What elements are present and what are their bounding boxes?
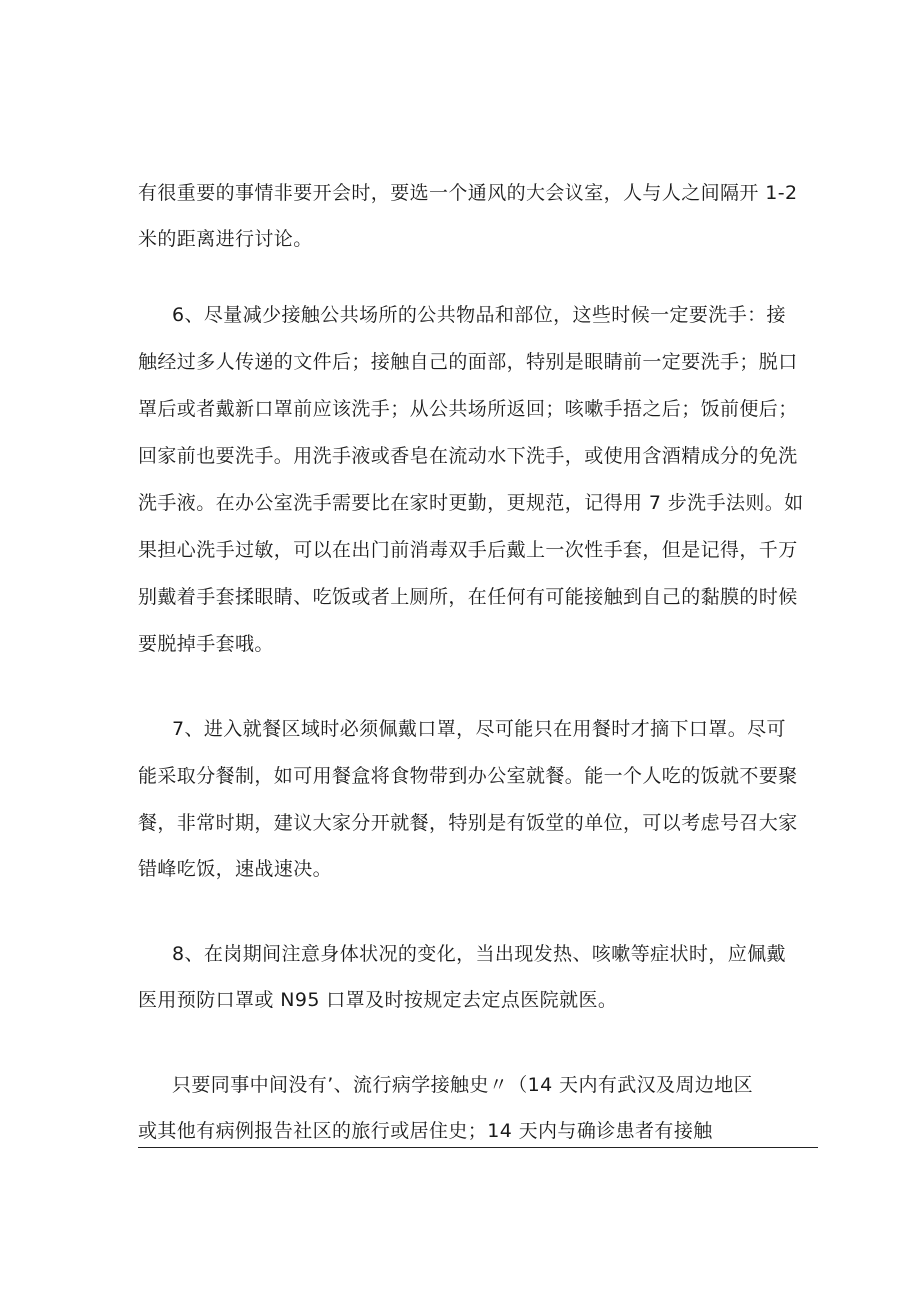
item6-line-5: 洗手液。在办公室洗手需要比在家时更勤，更规范，记得用 7 步洗手法则。如: [138, 492, 804, 514]
item6-line-3: 罩后或者戴新口罩前应该洗手；从公共场所返回；咳嗽手捂之后；饭前便后；: [138, 398, 798, 420]
item6-line-1: 6、尽量减少接触公共场所的公共物品和部位，这些时候一定要洗手：接: [172, 304, 786, 326]
item6-line-4: 回家前也要洗手。用洗手液或香皂在流动水下洗手，或使用含酒精成分的免洗: [138, 445, 798, 467]
item6-line-8: 要脱掉手套哦。: [138, 633, 274, 655]
closing-line-2: 或其他有病例报告社区的旅行或居住史；14 天内与确诊患者有接触: [138, 1120, 713, 1142]
item6-line-6: 果担心洗手过敏，可以在出门前消毒双手后戴上一次性手套，但是记得，千万: [138, 539, 798, 561]
intro-line-2: 米的距离进行讨论。: [138, 228, 313, 250]
horizontal-rule: [138, 1147, 818, 1148]
item7-line-2: 能采取分餐制，如可用餐盒将食物带到办公室就餐。能一个人吃的饭就不要聚: [138, 765, 798, 787]
item6-line-2: 触经过多人传递的文件后；接触自己的面部，特别是眼睛前一定要洗手；脱口: [138, 351, 798, 373]
item7-line-3: 餐，非常时期，建议大家分开就餐，特别是有饭堂的单位，可以考虑号召大家: [138, 812, 798, 834]
item8-line-2: 医用预防口罩或 N95 口罩及时按规定去定点医院就医。: [138, 989, 618, 1011]
closing-line-1: 只要同事中间没有’、流行病学接触史〃（14 天内有武汉及周边地区: [172, 1074, 754, 1096]
item6-line-7: 别戴着手套揉眼睛、吃饭或者上厕所，在任何有可能接触到自己的黏膜的时候: [138, 586, 798, 608]
item8-line-1: 8、在岗期间注意身体状况的变化，当出现发热、咳嗽等症状时，应佩戴: [172, 943, 786, 965]
item7-line-1: 7、进入就餐区域时必须佩戴口罩，尽可能只在用餐时才摘下口罩。尽可: [172, 718, 786, 740]
intro-line-1: 有很重要的事情非要开会时，要选一个通风的大会议室，人与人之间隔开 1-2: [138, 182, 798, 204]
item7-line-4: 错峰吃饭，速战速决。: [138, 858, 333, 880]
